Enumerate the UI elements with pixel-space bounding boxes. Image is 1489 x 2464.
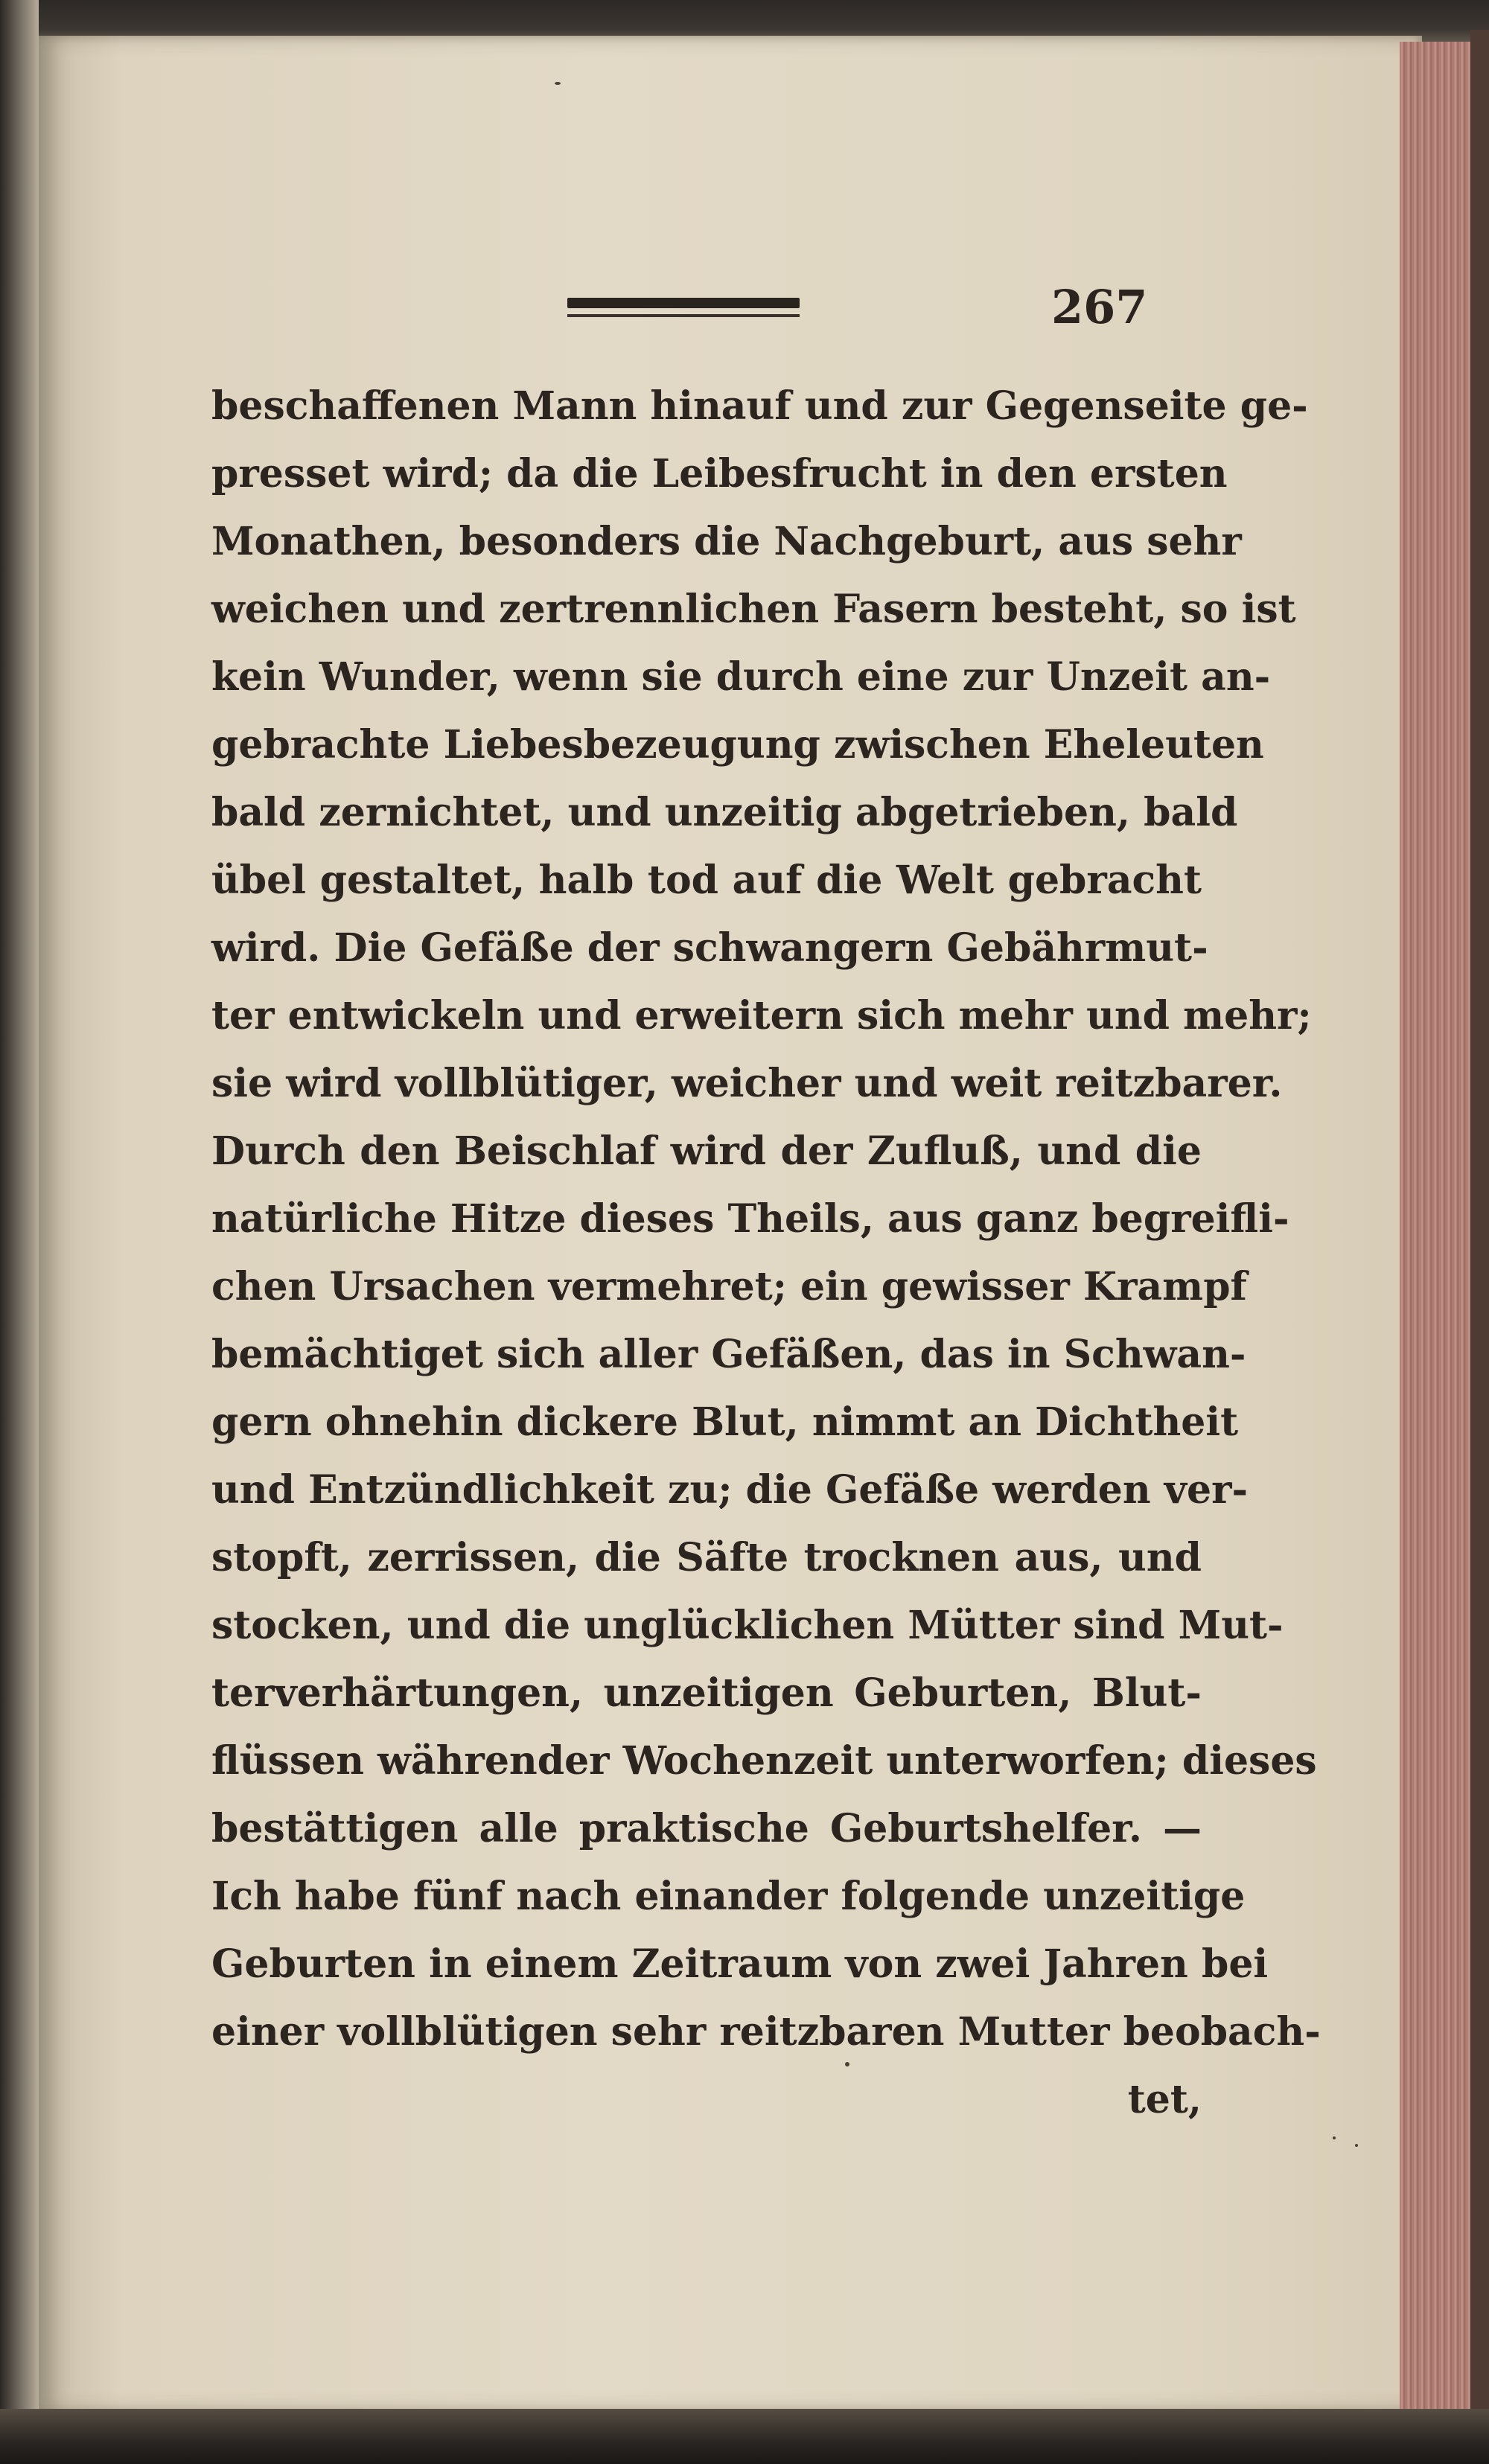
text-line: presset wird; da die Leibesfrucht in den ersten — [211, 451, 1228, 497]
text-line: Monathen, besonders die Nachgeburt, aus sehr — [211, 519, 1242, 564]
text-line: beschaffenen Mann hinauf und zur Gegenseite ge- — [211, 383, 1308, 429]
text-line: natürliche Hitze dieses Theils, aus ganz begreifli- — [211, 1196, 1289, 1242]
text-line: chen Ursachen vermehret; ein gewisser Krampf — [211, 1264, 1247, 1309]
text-line: bald zernichtet, und unzeitig abgetrieben, bald — [211, 790, 1238, 835]
text-line: bemächtiget sich aller Gefäßen, das in Schwan- — [211, 1332, 1246, 1377]
header-rule — [567, 298, 800, 323]
text-line: sie wird vollblütiger, weicher und weit reitzbarer. — [211, 1061, 1283, 1106]
text-line: weichen und zertrennlichen Fasern besteht, so ist — [211, 587, 1296, 632]
text-line: Durch den Beischlaf wird der Zufluß, und die — [211, 1129, 1202, 1174]
text-line: bestättigen alle praktische Geburtshelfer. — — [211, 1806, 1202, 1851]
text-line: kein Wunder, wenn sie durch eine zur Unzeit an- — [211, 654, 1271, 700]
text-line: und Entzündlichkeit zu; die Gefäße werden ver- — [211, 1467, 1249, 1513]
text-line: gebrachte Liebesbezeugung zwischen Eheleuten — [211, 722, 1264, 767]
paper-speck — [1355, 2144, 1358, 2147]
text-line: stopft, zerrissen, die Säfte trocknen aus, und — [211, 1535, 1202, 1580]
header-rule-thin — [567, 314, 800, 317]
text-line: einer vollblütigen sehr reitzbaren Mutter beobach- — [211, 2009, 1321, 2055]
book-cover-edge — [1470, 30, 1489, 2427]
text-body — [211, 372, 1321, 2133]
page-block-edges — [1400, 42, 1474, 2409]
text-line: Ich habe fünf nach einander folgende unzeitige — [211, 1874, 1246, 1919]
text-line: terverhärtungen, unzeitigen Geburten, Blut- — [211, 1670, 1202, 1716]
book-bottom-edge — [0, 2409, 1489, 2464]
text-line: übel gestaltet, halb tod auf die Welt gebracht — [211, 858, 1202, 903]
paper-speck — [1333, 2136, 1336, 2139]
text-line: wird. Die Gefäße der schwangern Gebährmut- — [211, 925, 1208, 971]
text-line-last: tet, — [1127, 2077, 1202, 2122]
text-line: ter entwickeln und erweitern sich mehr und mehr; — [211, 993, 1312, 1038]
paper-speck — [845, 2062, 849, 2066]
text-line: flüssen währender Wochenzeit unterworfen; dieses — [211, 1738, 1317, 1784]
text-line: Geburten in einem Zeitraum von zwei Jahren bei — [211, 1941, 1269, 1987]
paper-speck — [555, 82, 561, 85]
text-line: gern ohnehin dickere Blut, nimmt an Dichtheit — [211, 1399, 1239, 1445]
left-page-edge — [0, 0, 39, 2464]
text-line: stocken, und die unglücklichen Mütter sind Mut- — [211, 1603, 1284, 1648]
header-rule-thick — [567, 298, 800, 308]
page-number: 267 — [1051, 280, 1148, 334]
